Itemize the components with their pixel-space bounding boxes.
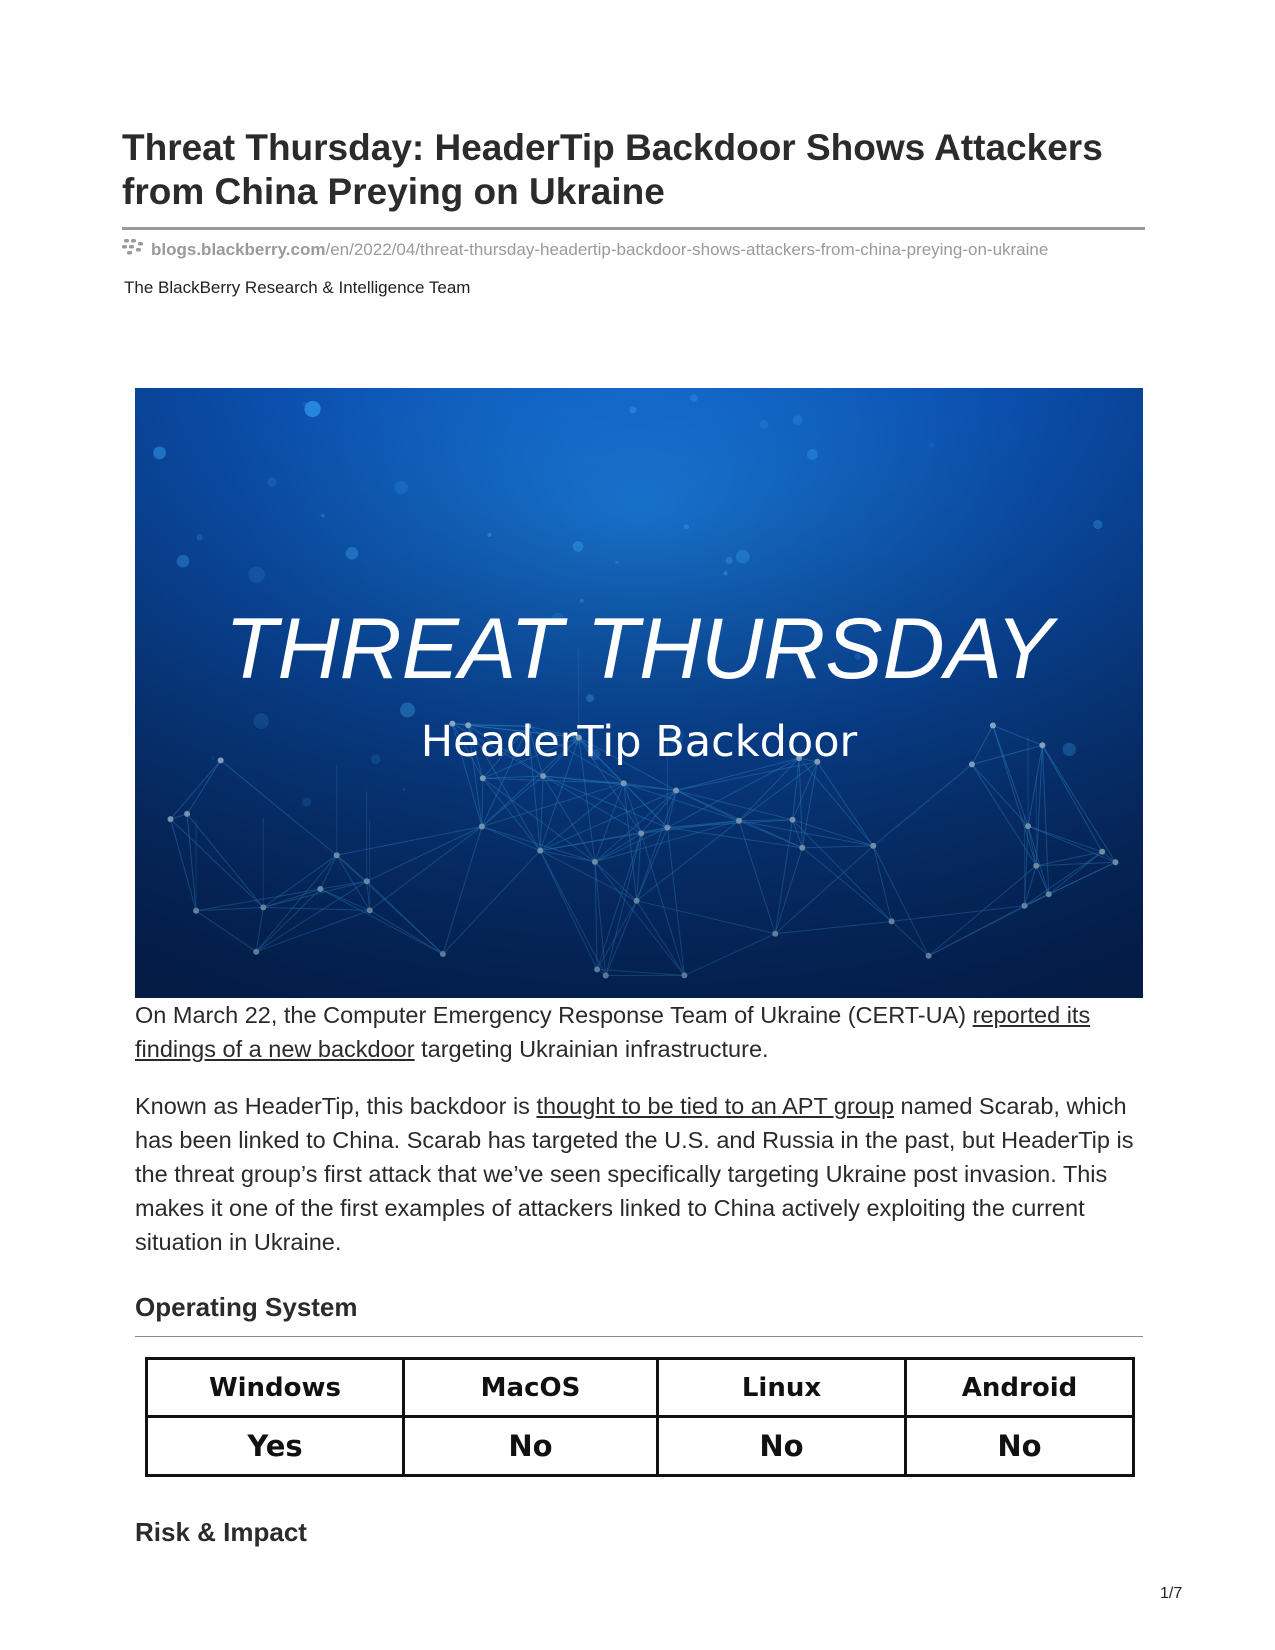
section-heading-operating-system: Operating System bbox=[135, 1292, 358, 1322]
paragraph-intro bbox=[135, 998, 1145, 1066]
hero-image bbox=[135, 388, 1143, 998]
hero-headline: THREAT THURSDAY bbox=[224, 601, 1054, 697]
table-row bbox=[147, 1417, 1134, 1476]
source-path: /en/2022/04/threat-thursday-headertip-backdoor-shows-attackers-from-china-preying-on-ukraine bbox=[325, 239, 1049, 259]
hero-subheadline: HeaderTip Backdoor bbox=[420, 717, 858, 767]
table-cell: Yes bbox=[147, 1417, 404, 1476]
blackberry-logo-icon bbox=[122, 239, 144, 260]
title-divider bbox=[122, 227, 1145, 230]
table-header-row bbox=[147, 1359, 1134, 1417]
paragraph-text: named Scarab, which has been linked to China. Scarab has targeted the U.S. and Russia in the past, but HeaderTip is the threat group’s first attack that we’ve seen specifically targeting Ukraine post invasion. This makes it one of the first examples of attackers linked to China actively exploiting the current situation in Ukraine. bbox=[135, 1093, 1134, 1255]
cert-ua-report-link[interactable]: reported its findings of a new backdoor bbox=[135, 1002, 1091, 1062]
section-divider bbox=[135, 1336, 1143, 1337]
section-heading-risk-impact: Risk & Impact bbox=[135, 1517, 307, 1547]
paragraph-text: targeting Ukrainian infrastructure. bbox=[414, 1036, 769, 1062]
article-author: The BlackBerry Research & Intelligence Team bbox=[124, 278, 471, 297]
source-domain: blogs.blackberry.com bbox=[151, 239, 326, 259]
table-header-cell: MacOS bbox=[404, 1359, 658, 1417]
table-header-cell: Windows bbox=[147, 1359, 404, 1417]
table-header-cell: Android bbox=[906, 1359, 1134, 1417]
paragraph-text: On March 22, the Computer Emergency Response Team of Ukraine (CERT-UA) bbox=[135, 1002, 973, 1028]
os-support-table bbox=[145, 1357, 1135, 1477]
apt-group-link[interactable]: thought to be tied to an APT group bbox=[536, 1093, 895, 1119]
paragraph-headertip bbox=[135, 1089, 1145, 1259]
table-cell: No bbox=[906, 1417, 1134, 1476]
source-url[interactable] bbox=[122, 239, 1048, 260]
page-number: 1/7 bbox=[1160, 1585, 1183, 1602]
table-cell: No bbox=[658, 1417, 906, 1476]
page-title: Threat Thursday: HeaderTip Backdoor Shows Attackers from China Preying on Ukraine bbox=[122, 127, 1103, 212]
table-header-cell: Linux bbox=[658, 1359, 906, 1417]
table-cell: No bbox=[404, 1417, 658, 1476]
paragraph-text: Known as HeaderTip, this backdoor is bbox=[135, 1093, 537, 1119]
